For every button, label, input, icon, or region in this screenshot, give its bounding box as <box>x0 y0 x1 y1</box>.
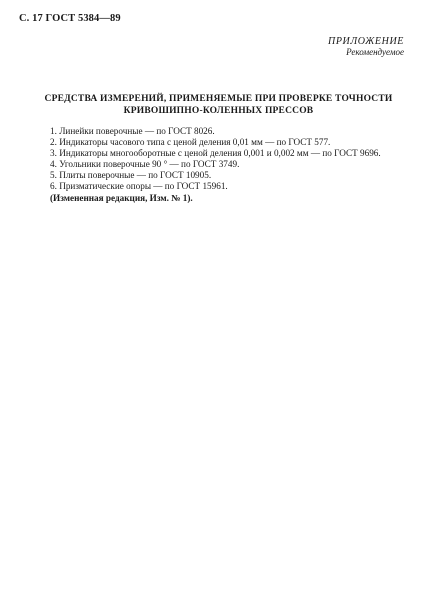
appendix-subtitle: Рекомендуемое <box>346 47 404 57</box>
document-title-line: КРИВОШИПНО-КОЛЕННЫХ ПРЕССОВ <box>123 106 314 116</box>
instrument-list <box>34 126 409 204</box>
page-header: С. 17 ГОСТ 5384—89 <box>19 13 121 24</box>
list-item: 4. Угольники поверочные 90 ° — по ГОСТ 3749. <box>50 159 240 170</box>
document-title-line: СРЕДСТВА ИЗМЕРЕНИЙ, ПРИМЕНЯЕМЫЕ ПРИ ПРОВЕРКЕ ТОЧНОСТИ <box>44 94 393 104</box>
list-item: 5. Плиты поверочные — по ГОСТ 10905. <box>50 170 212 181</box>
document-title <box>20 93 417 117</box>
appendix-title: ПРИЛОЖЕНИЕ <box>328 36 404 47</box>
list-item: 1. Линейки поверочные — по ГОСТ 8026. <box>50 126 215 136</box>
appendix-label <box>328 36 404 58</box>
revision-note: (Измененная редакция, Изм. № 1). <box>50 192 193 203</box>
list-item: 3. Индикаторы многооборотные с ценой деления 0,001 и 0,002 мм — по ГОСТ 9696. <box>50 148 381 159</box>
list-item: 2. Индикаторы часового типа с ценой деления 0,01 мм — по ГОСТ 577. <box>50 137 331 148</box>
list-item: 6. Призматические опоры — по ГОСТ 15961. <box>50 181 228 192</box>
